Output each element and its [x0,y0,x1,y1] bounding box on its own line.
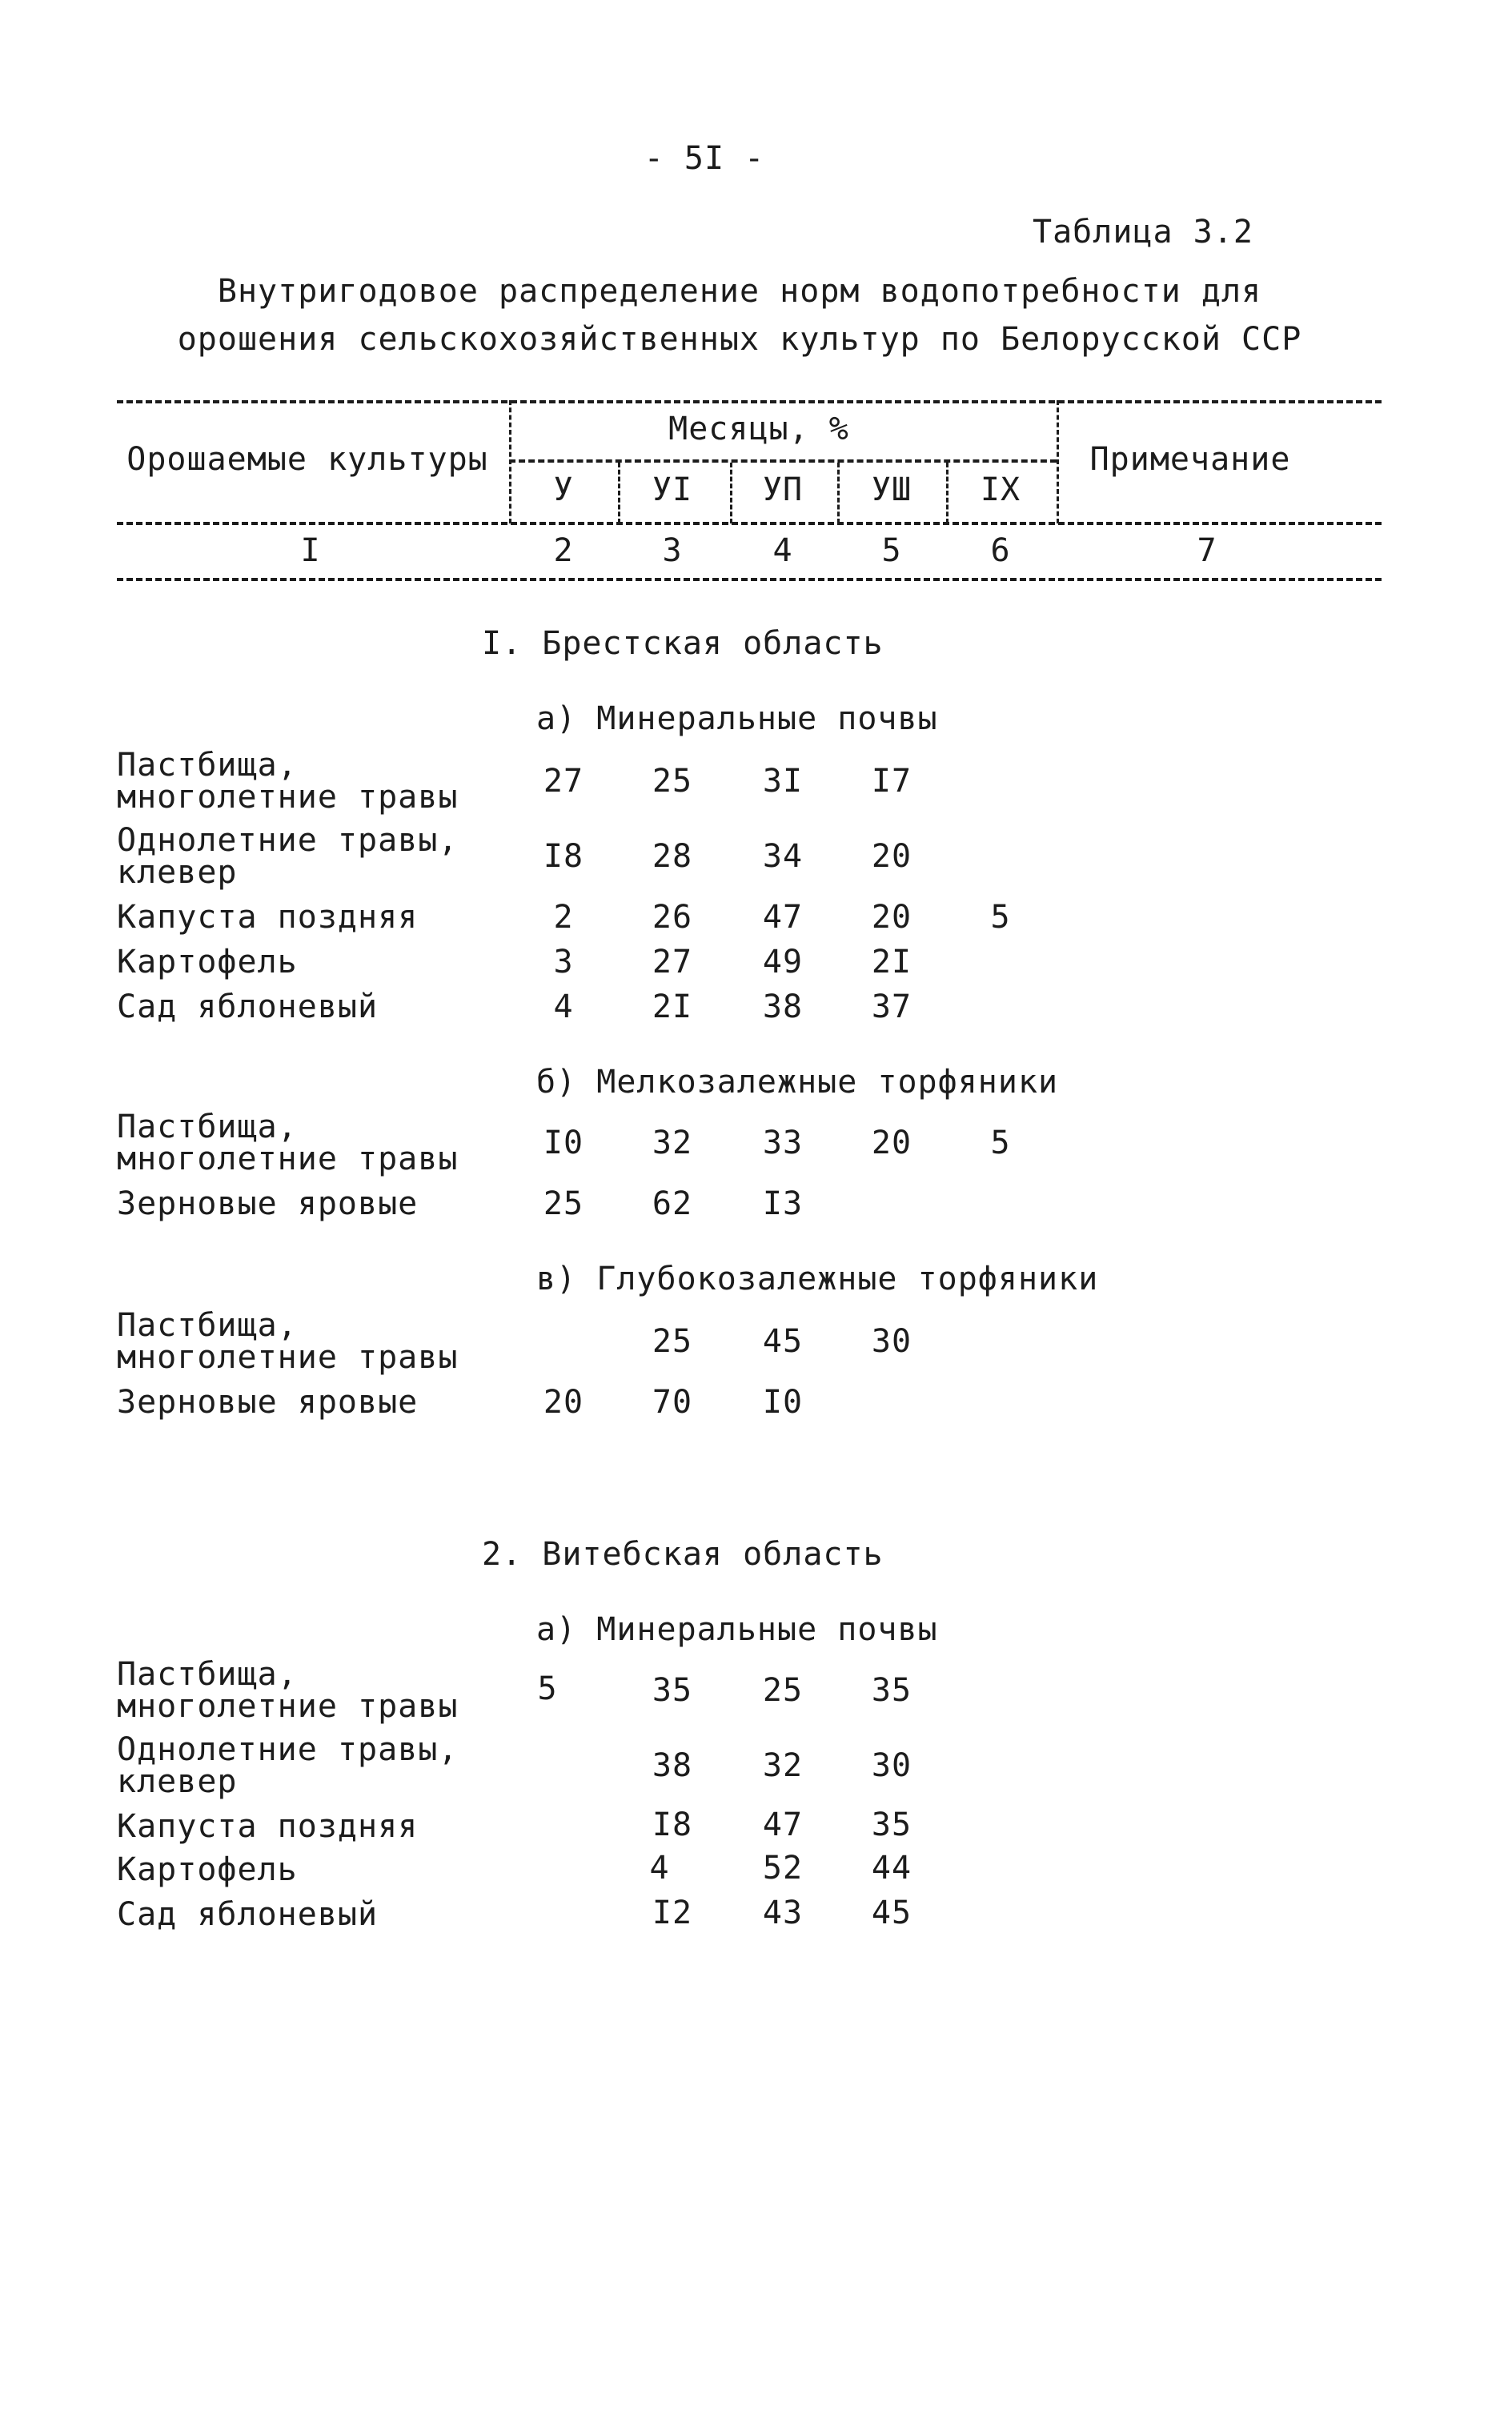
region-title: 2. Витебская область [482,1536,884,1573]
column-number: 7 [1197,532,1217,569]
crop-name: клевер [117,854,238,891]
months-subheader-rule [509,459,1057,463]
header-divider [946,463,949,523]
crop-name: Картофель [117,1851,298,1888]
header-month: УП [762,471,804,508]
header-bottom-rule [117,522,1382,525]
header-divider [730,463,732,523]
table-cell: I8 [543,838,584,875]
table-cell: I8 [652,1806,693,1843]
header-month: IХ [980,471,1021,508]
crop-name: Однолетние травы, [117,1731,459,1768]
table-cell: 35 [871,1672,912,1709]
table-cell: 4 [649,1850,670,1887]
crop-name: Сад яблоневый [117,1896,379,1933]
page-number: - 5I - [644,140,765,177]
table-cell: 20 [871,838,912,875]
group-title: а) Минеральные почвы [536,700,938,737]
table-cell: 52 [762,1850,804,1887]
table-cell: 45 [871,1895,912,1931]
table-cell: 38 [762,988,804,1025]
table-cell: I0 [543,1125,584,1161]
column-number: 4 [772,532,793,569]
crop-name: Сад яблоневый [117,988,379,1025]
table-cell: 32 [762,1747,804,1784]
table-cell: 5 [537,1670,558,1707]
header-divider [837,463,840,523]
crop-name: многолетние травы [117,1339,459,1376]
table-cell: 4 [553,988,574,1025]
table-cell: 28 [652,838,693,875]
crop-name: Пастбища, [117,1656,298,1693]
table-cell: 32 [652,1125,693,1161]
table-label: Таблица 3.2 [1033,214,1253,251]
table-cell: 2I [652,988,693,1025]
crop-name: Зерновые яровые [117,1185,419,1222]
crop-name: Пастбища, [117,1307,298,1344]
crop-name: Зерновые яровые [117,1384,419,1421]
header-month: УШ [871,471,912,508]
column-number: 2 [553,532,574,569]
table-cell: 27 [652,944,693,980]
table-cell: 5 [990,899,1011,936]
crop-name: многолетние травы [117,1141,459,1177]
header-divider [618,463,620,523]
table-cell: 47 [762,1806,804,1843]
crop-name: Пастбища, [117,1109,298,1145]
table-cell: 25 [543,1185,584,1222]
table-cell: I7 [871,763,912,800]
header-note: Примечание [1089,441,1291,478]
table-cell: 5 [990,1125,1011,1161]
table-cell: I3 [762,1185,804,1222]
table-cell: 34 [762,838,804,875]
table-cell: 3I [762,763,804,800]
table-cell: 33 [762,1125,804,1161]
table-cell: 70 [652,1384,693,1421]
group-title: а) Минеральные почвы [536,1611,938,1648]
header-divider [1057,400,1059,523]
crop-name: Пастбища, [117,747,298,784]
table-cell: 44 [871,1850,912,1887]
table-cell: I2 [652,1895,693,1931]
column-number: I [300,532,321,569]
table-cell: 2I [871,944,912,980]
crop-name: клевер [117,1763,238,1800]
column-numbers-rule [117,578,1382,581]
crop-name: Однолетние травы, [117,822,459,859]
header-top-rule [117,400,1382,403]
table-cell: 47 [762,899,804,936]
header-months: Месяцы, % [668,411,849,447]
column-number: 5 [881,532,902,569]
table-cell: 25 [762,1672,804,1709]
table-cell: 2 [553,899,574,936]
table-title-line1: Внутригодовое распределение норм водопотребности для [217,273,1262,310]
header-divider [509,400,511,523]
table-cell: 37 [871,988,912,1025]
column-number: 3 [662,532,683,569]
table-cell: 49 [762,944,804,980]
table-cell: 25 [652,763,693,800]
table-title-line2: орошения сельскохозяйственных культур по Белорусской ССР [177,321,1302,358]
table-cell: 30 [871,1747,912,1784]
header-month: УI [652,471,693,508]
table-cell: 35 [871,1806,912,1843]
group-title: в) Глубокозалежные торфяники [536,1261,1099,1297]
crop-name: многолетние травы [117,1688,459,1725]
crop-name: Капуста поздняя [117,899,419,936]
table-cell: 20 [871,1125,912,1161]
table-cell: 26 [652,899,693,936]
table-cell: 35 [652,1672,693,1709]
table-cell: 27 [543,763,584,800]
region-title: I. Брестская область [482,625,884,662]
table-cell: 62 [652,1185,693,1222]
group-title: б) Мелкозалежные торфяники [536,1064,1059,1101]
table-cell: 30 [871,1323,912,1360]
table-cell: 38 [652,1747,693,1784]
crop-name: Картофель [117,944,298,980]
table-cell: 20 [543,1384,584,1421]
table-cell: 43 [762,1895,804,1931]
column-number: 6 [990,532,1011,569]
table-cell: 45 [762,1323,804,1360]
crop-name: многолетние травы [117,779,459,816]
table-cell: 20 [871,899,912,936]
table-cell: 25 [652,1323,693,1360]
header-month: У [553,471,574,508]
table-cell: 3 [553,944,574,980]
table-cell: I0 [762,1384,804,1421]
header-crops: Орошаемые культуры [126,441,488,478]
crop-name: Капуста поздняя [117,1808,419,1845]
